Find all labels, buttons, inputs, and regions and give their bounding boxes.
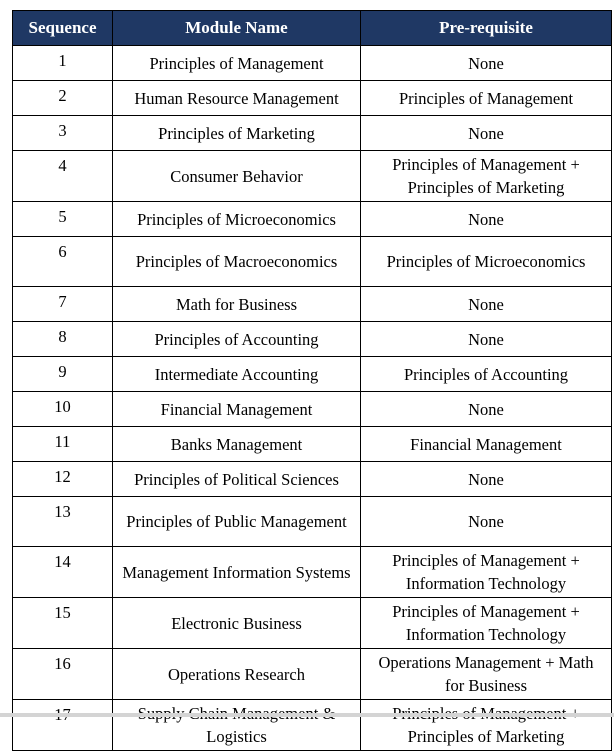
sequence-cell: 8 bbox=[13, 322, 113, 357]
sequence-cell: 2 bbox=[13, 81, 113, 116]
sequence-cell: 4 bbox=[13, 151, 113, 202]
prerequisite-cell: Financial Management bbox=[361, 427, 612, 462]
prerequisite-cell: Principles of Management + Information Technology bbox=[361, 598, 612, 649]
sequence-cell: 3 bbox=[13, 116, 113, 151]
table-row bbox=[13, 322, 612, 357]
sequence-cell bbox=[13, 700, 113, 751]
sequence-cell: 10 bbox=[13, 392, 113, 427]
prerequisite-cell: Principles of Microeconomics bbox=[361, 237, 612, 287]
module-name-cell: Electronic Business bbox=[113, 598, 361, 649]
table-row bbox=[13, 649, 612, 700]
table-row bbox=[13, 81, 612, 116]
sequence-cell: 5 bbox=[13, 202, 113, 237]
table-row bbox=[13, 357, 612, 392]
module-sequence-table bbox=[12, 10, 612, 751]
sequence-cell: 1 bbox=[13, 46, 113, 81]
table-row bbox=[13, 116, 612, 151]
prerequisite-cell: None bbox=[361, 202, 612, 237]
prerequisite-cell: None bbox=[361, 497, 612, 547]
prerequisite-cell: None bbox=[361, 116, 612, 151]
module-name-cell: Principles of Accounting bbox=[113, 322, 361, 357]
header-module-name: Module Name bbox=[113, 11, 361, 46]
module-name-cell: Intermediate Accounting bbox=[113, 357, 361, 392]
module-name-cell: Principles of Political Sciences bbox=[113, 462, 361, 497]
table-row bbox=[13, 287, 612, 322]
sequence-cell: 7 bbox=[13, 287, 113, 322]
prerequisite-cell: None bbox=[361, 46, 612, 81]
table-row bbox=[13, 202, 612, 237]
prerequisite-cell: None bbox=[361, 322, 612, 357]
sequence-cell: 13 bbox=[13, 497, 113, 547]
sequence-cell: 15 bbox=[13, 598, 113, 649]
table-row bbox=[13, 497, 612, 547]
prerequisite-cell: Principles of Management bbox=[361, 81, 612, 116]
sequence-cell: 14 bbox=[13, 547, 113, 598]
module-name-cell: Management Information Systems bbox=[113, 547, 361, 598]
table-body bbox=[13, 46, 612, 751]
sequence-cell: 16 bbox=[13, 649, 113, 700]
sequence-cell: 9 bbox=[13, 357, 113, 392]
sequence-cell: 11 bbox=[13, 427, 113, 462]
table-header bbox=[13, 11, 612, 46]
table-row bbox=[13, 462, 612, 497]
module-name-cell: Banks Management bbox=[113, 427, 361, 462]
module-name-cell: Logistics bbox=[113, 700, 361, 751]
module-name-cell: Operations Research bbox=[113, 649, 361, 700]
module-name-cell: Financial Management bbox=[113, 392, 361, 427]
prerequisite-cell: None bbox=[361, 287, 612, 322]
prerequisite-cell: Operations Management + Math for Business bbox=[361, 649, 612, 700]
prerequisite-cell: Principles of Management + Information Technology bbox=[361, 547, 612, 598]
sequence-cell: 12 bbox=[13, 462, 113, 497]
prerequisite-cell: Principles of Accounting bbox=[361, 357, 612, 392]
header-row bbox=[13, 11, 612, 46]
module-name-cell: Consumer Behavior bbox=[113, 151, 361, 202]
module-name-cell: Principles of Public Management bbox=[113, 497, 361, 547]
module-name-cell: Math for Business bbox=[113, 287, 361, 322]
table-row bbox=[13, 392, 612, 427]
prerequisite-cell: Principles of Management + Principles of Marketing bbox=[361, 151, 612, 202]
header-prerequisite: Pre-requisite bbox=[361, 11, 612, 46]
module-name-cell: Principles of Management bbox=[113, 46, 361, 81]
table-row bbox=[13, 427, 612, 462]
table-row bbox=[13, 700, 612, 751]
prerequisite-cell: None bbox=[361, 462, 612, 497]
table-row bbox=[13, 151, 612, 202]
module-name-cell: Principles of Macroeconomics bbox=[113, 237, 361, 287]
module-name-cell: Principles of Microeconomics bbox=[113, 202, 361, 237]
prerequisite-cell: None bbox=[361, 392, 612, 427]
header-sequence: Sequence bbox=[13, 11, 113, 46]
module-name-cell: Human Resource Management bbox=[113, 81, 361, 116]
table-row bbox=[13, 547, 612, 598]
page-bottom-edge bbox=[0, 713, 614, 717]
table-row bbox=[13, 237, 612, 287]
module-name-cell: Principles of Marketing bbox=[113, 116, 361, 151]
prerequisite-cell: Principles of Marketing bbox=[361, 700, 612, 751]
sequence-cell: 6 bbox=[13, 237, 113, 287]
table-row bbox=[13, 598, 612, 649]
table-row bbox=[13, 46, 612, 81]
